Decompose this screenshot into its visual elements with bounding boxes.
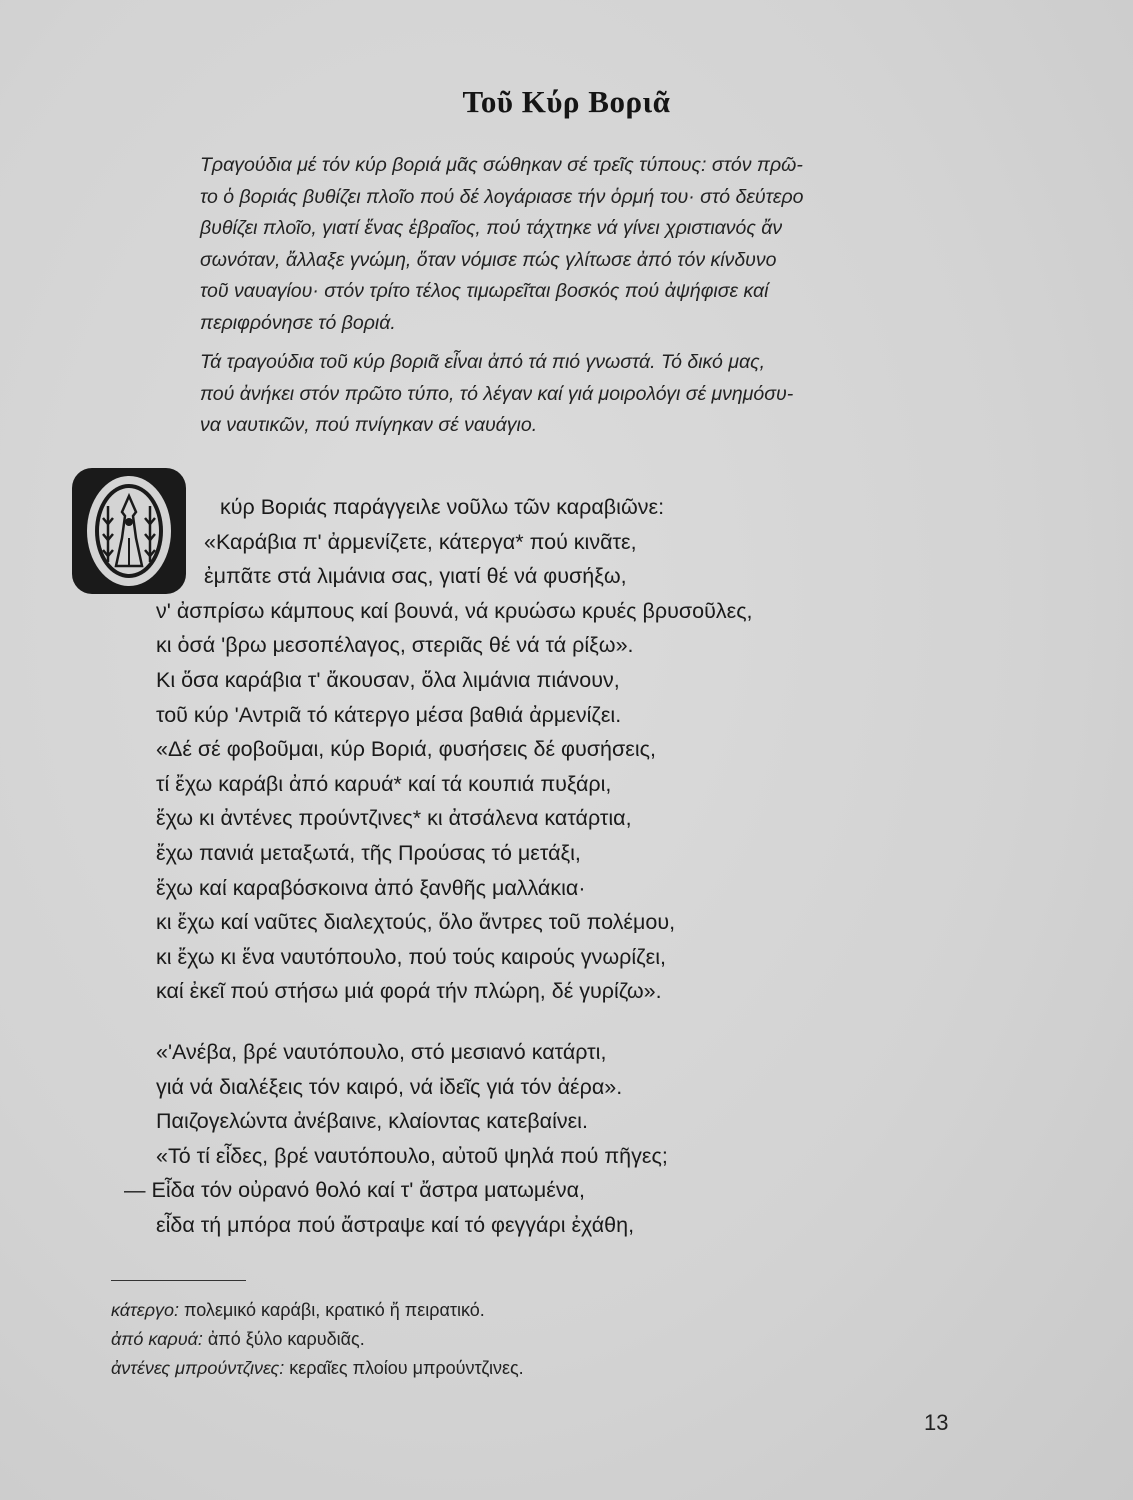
- footnote-text: πολεμικό καράβι, κρατικό ἤ πειρατικό.: [184, 1300, 485, 1320]
- verse-line: ἔχω πανιά μεταξωτά, τῆς Προύσας τό μετάξι,: [156, 840, 581, 865]
- verse-line: γιά νά διαλέξεις τόν καιρό, νά ἰδεῖς γιά τόν ἀέρα».: [156, 1074, 623, 1099]
- intro-paragraph-1: [200, 150, 952, 339]
- verse-line: «Καράβια π' ἀρμενίζετε, κάτεργα* πού κινᾶτε,: [204, 529, 637, 554]
- footnotes: [111, 1296, 524, 1383]
- footnote: [111, 1354, 524, 1383]
- intro-line: Τά τραγούδια τοῦ κύρ βοριᾶ εἶναι ἀπό τά πιό γνωστά. Τό δικό μας,: [200, 351, 766, 373]
- verse-line: κι ἔχω καί ναῦτες διαλεχτούς, ὅλο ἄντρες τοῦ πολέμου,: [156, 910, 676, 935]
- intro-line: πού ἀνήκει στόν πρῶτο τύπο, τό λέγαν καί γιά μοιρολόγι σέ μνημόσυ-: [200, 382, 794, 405]
- verse-line: ἔχω καί καραβόσκοινα ἀπό ξανθῆς μαλλάκια·: [156, 875, 586, 900]
- intro-line: σωνόταν, ἄλλαξε γνώμη, ὅταν νόμισε πώς γλίτωσε ἀπό τόν κίνδυνο: [200, 248, 777, 271]
- verse-line: ν' ἀσπρίσω κάμπους καί βουνά, νά κρυώσω κρυές βρυσοῦλες,: [156, 598, 753, 623]
- footnote-term: ἀπό καρυά:: [111, 1329, 203, 1349]
- verse-line: κι ὁσά 'βρω μεσοπέλαγος, στεριᾶς θέ νά τά ρίξω».: [156, 633, 634, 658]
- intro-line: Τραγούδια μέ τόν κύρ βοριά μᾶς σώθηκαν σέ τρεῖς τύπους: στόν πρῶ-: [200, 154, 803, 176]
- verse-line: «Δέ σέ φοβοῦμαι, κύρ Βοριά, φυσήσεις δέ φυσήσεις,: [156, 737, 656, 762]
- verse-line: τί ἔχω καράβι ἀπό καρυά* καί τά κουπιά πυξάρι,: [156, 771, 612, 796]
- footnote-text: ἀπό ξύλο καρυδιᾶς.: [207, 1329, 365, 1349]
- page-number: 13: [924, 1410, 949, 1435]
- verse-line: — Εἶδα τόν οὐρανό θολό καί τ' ἄστρα ματωμένα,: [124, 1178, 586, 1203]
- poem-title: Τοῦ Κύρ Βοριᾶ: [462, 84, 671, 119]
- intro-paragraph-2: [200, 347, 952, 442]
- verse-line: τοῦ κύρ 'Αντριᾶ τό κάτεργο μέσα βαθιά ἀρμενίζει.: [156, 702, 622, 727]
- verse-line: Παιζογελώντα ἀνέβαινε, κλαίοντας κατεβαίνει.: [156, 1109, 588, 1134]
- stanza-break: [156, 1009, 976, 1035]
- footnote: [111, 1296, 524, 1325]
- footnote-text: κεραῖες πλοίου μπρούντζινες.: [289, 1358, 524, 1378]
- footnote-term: κάτεργο:: [111, 1300, 180, 1320]
- intro-line: περιφρόνησε τό βοριά.: [200, 311, 396, 334]
- intro-line: το ὁ βοριάς βυθίζει πλοῖο πού δέ λογάριασε τήν ὁρμή του· στό δεύτερο: [200, 185, 804, 208]
- verse-line: Κι ὅσα καράβια τ' ἄκουσαν, ὅλα λιμάνια πιάνουν,: [156, 667, 620, 692]
- verse-line: ἔχω κι ἀντένες προύντζινες* κι ἀτσάλενα κατάρτια,: [156, 806, 632, 831]
- footnote: [111, 1325, 524, 1354]
- footnote-term: ἀντένες μπρούντζινες:: [111, 1358, 285, 1378]
- poem-verse: [124, 490, 976, 1242]
- verse-line: ἐμπᾶτε στά λιμάνια σας, γιατί θέ νά φυσήξω,: [204, 564, 627, 589]
- verse-line: κύρ Βοριάς παράγγειλε νοῦλω τῶν καραβιῶνε:: [220, 495, 665, 519]
- verse-line: κι ἔχω κι ἕνα ναυτόπουλο, πού τούς καιρούς γνωρίζει,: [156, 944, 666, 969]
- verse-line: καί ἐκεῖ πού στήσω μιά φορά τήν πλώρη, δέ γυρίζω».: [156, 979, 662, 1004]
- verse-line: «'Ανέβα, βρέ ναυτόπουλο, στό μεσιανό κατάρτι,: [156, 1039, 607, 1064]
- intro-line: να ναυτικῶν, πού πνίγηκαν σέ ναυάγιο.: [200, 414, 538, 436]
- intro-line: τοῦ ναυαγίου· στόν τρίτο τέλος τιμωρεῖται βοσκός πού ἀψήφισε καί: [200, 280, 769, 302]
- verse-line: «Τό τί εἶδες, βρέ ναυτόπουλο, αὐτοῦ ψηλά πού πῆγες;: [156, 1143, 668, 1168]
- intro-text: [200, 150, 952, 442]
- intro-line: βυθίζει πλοῖο, γιατί ἕνας ἑβραῖος, πού τάχτηκε νά γίνει χριστιανός ἄν: [200, 217, 783, 239]
- footnote-divider: [111, 1280, 246, 1281]
- verse-line: εἶδα τή μπόρα πού ἄστραψε καί τό φεγγάρι ἐχάθη,: [156, 1212, 635, 1237]
